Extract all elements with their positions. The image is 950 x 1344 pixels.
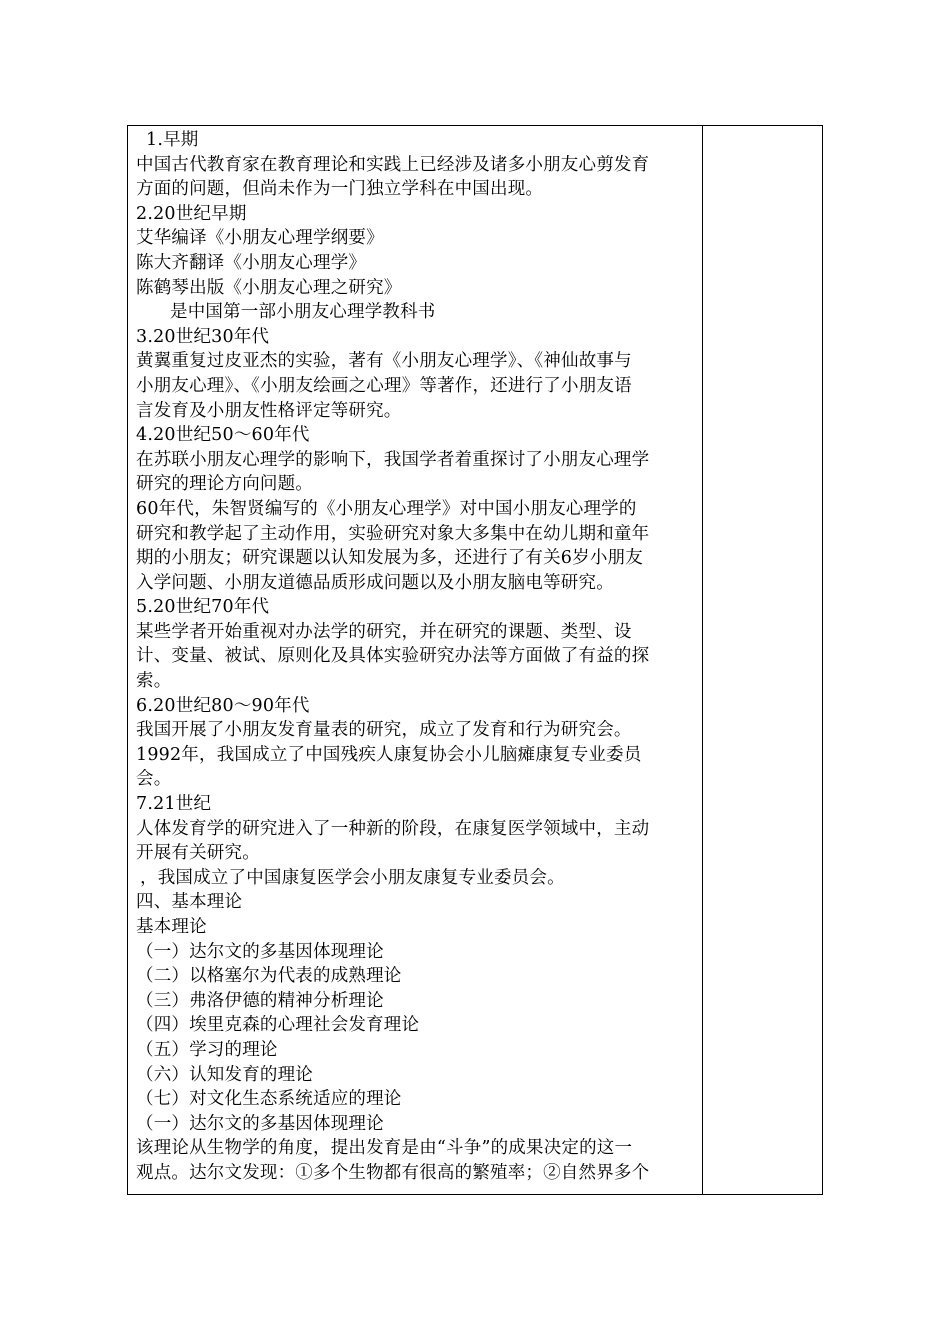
paragraph-line: 我国开展了小朋友发育量表的研究，成立了发育和行为研究会。 <box>136 720 632 741</box>
paragraph-line: 期的小朋友；研究课题以认知发展为多，还进行了有关6岁小朋友 <box>136 548 643 569</box>
paragraph-line: 会。 <box>136 769 172 790</box>
theory-list-item: （六）认知发育的理论 <box>136 1064 313 1085</box>
paragraph-line: 入学问题、小朋友道德品质形成问题以及小朋友脑电等研究。 <box>136 572 614 593</box>
paragraph-line: 1992年，我国成立了中国残疾人康复协会小儿脑瘫康复专业委员 <box>136 744 642 765</box>
paragraph-line: 方面的问题，但尚未作为一门独立学科在中国出现。 <box>136 179 544 200</box>
theory-list-item: （四）埃里克森的心理社会发育理论 <box>136 1015 420 1036</box>
paragraph-line: 研究和教学起了主动作用，实验研究对象大多集中在幼儿期和童年 <box>136 523 650 544</box>
paragraph-line: ，我国成立了中国康复医学会小朋友康复专业委员会。 <box>140 867 565 888</box>
section-heading-20c-early: 2.20世纪早期 <box>136 203 247 224</box>
paragraph-line: 某些学者开始重视对办法学的研究，并在研究的课题、类型、设 <box>136 621 632 642</box>
paragraph-line: 索。 <box>136 671 172 692</box>
section-heading-1970s: 5.20世纪70年代 <box>136 597 270 618</box>
section-heading-early: 1.早期 <box>146 130 199 150</box>
section-heading-basic-theory: 四、基本理论 <box>136 892 243 913</box>
theory-list-item: （二）以格塞尔为代表的成熟理论 <box>136 966 402 987</box>
paragraph-line: 观点。达尔文发现：①多个生物都有很高的繁殖率；②自然界多个 <box>136 1162 650 1183</box>
table-cell-content <box>136 128 696 1186</box>
paragraph-line: 陈鹤琴出版《小朋友心理之研究》 <box>136 277 402 298</box>
theory-list-item: （七）对文化生态系统适应的理论 <box>136 1089 402 1110</box>
paragraph-line: 该理论从生物学的角度，提出发育是由“斗争”的成果决定的这一 <box>136 1138 633 1159</box>
paragraph-line: 艾华编译《小朋友心理学纲要》 <box>136 228 384 249</box>
paragraph-line: 是中国第一部小朋友心理学教科书 <box>170 302 436 323</box>
paragraph-line: 开展有关研究。 <box>136 843 260 864</box>
paragraph-line: 基本理论 <box>136 917 207 937</box>
paragraph-line: 研究的理论方向问题。 <box>136 474 313 495</box>
paragraph-line: 黄翼重复过皮亚杰的实验，著有《小朋友心理学》、《神仙故事与 <box>136 351 632 372</box>
paragraph-line: 计、变量、被试、原则化及具体实验研究办法等方面做了有益的探 <box>136 646 650 667</box>
paragraph-line: 人体发育学的研究进入了一种新的阶段，在康复医学领域中，主动 <box>136 818 650 839</box>
paragraph-line: 60年代，朱智贤编写的《小朋友心理学》对中国小朋友心理学的 <box>136 498 637 519</box>
section-heading-1950s-60s: 4.20世纪50～60年代 <box>136 425 310 446</box>
theory-list-item: （一）达尔文的多基因体现理论 <box>136 941 384 962</box>
theory-list-item: （三）弗洛伊德的精神分析理论 <box>136 990 384 1011</box>
subsection-heading-darwin: （一）达尔文的多基因体现理论 <box>136 1113 384 1134</box>
paragraph-line: 陈大齐翻译《小朋友心理学》 <box>136 252 367 273</box>
paragraph-line: 中国古代教育家在教育理论和实践上已经涉及诸多小朋友心剪发育 <box>136 154 650 175</box>
section-heading-1930s: 3.20世纪30年代 <box>136 326 270 347</box>
theory-list-item: （五）学习的理论 <box>136 1039 278 1060</box>
document-table <box>127 125 823 1195</box>
paragraph-line: 在苏联小朋友心理学的影响下，我国学者着重探讨了小朋友心理学 <box>136 449 650 470</box>
table-column-divider <box>702 126 703 1194</box>
paragraph-line: 言发育及小朋友性格评定等研究。 <box>136 400 402 421</box>
section-heading-1980s-90s: 6.20世纪80～90年代 <box>136 695 310 716</box>
section-heading-21c: 7.21世纪 <box>136 794 212 815</box>
paragraph-line: 小朋友心理》、《小朋友绘画之心理》等著作，还进行了小朋友语 <box>136 375 632 396</box>
